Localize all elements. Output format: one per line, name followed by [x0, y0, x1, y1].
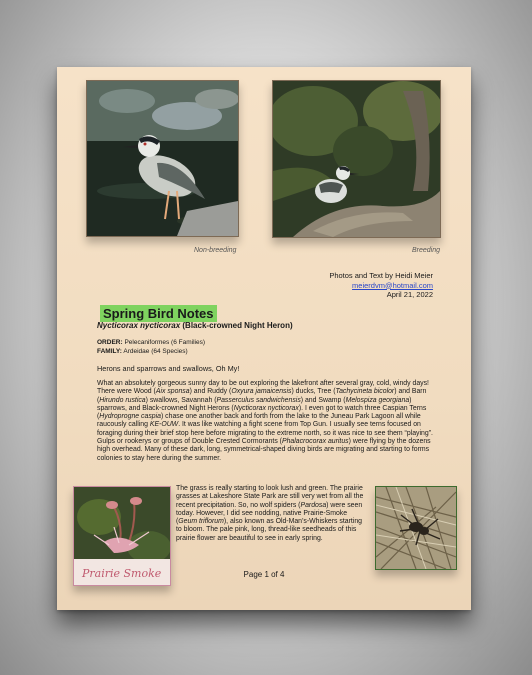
caption-non-breeding: Non-breeding — [194, 247, 237, 254]
text-run: ) were seen today. However, I did see nodding, native Prairie-Smoke ( — [176, 501, 363, 526]
latin-name: Hydroprogne caspia — [99, 413, 161, 421]
wolf-spider-photo — [375, 486, 457, 570]
text-run: . It was like watching a fight scene from Top Gun. I usually see terns focused on foraging during their brief stop here before migrating to the extreme north, so it was nice to see them “playing”. Gulps or rookerys or groups of Double Crested Cormorants ( — [97, 421, 433, 446]
latin-name: Tachycineta bicolor — [335, 388, 395, 396]
prairie-paragraph — [176, 485, 364, 543]
prairie-smoke-label: Prairie Smoke — [82, 567, 162, 580]
family-label: FAMILY: — [97, 347, 122, 355]
document-page — [57, 67, 471, 610]
species-heading — [97, 321, 293, 330]
order-value: Pelecaniformes (6 Families) — [124, 339, 206, 346]
latin-name: Geum triflorum — [178, 518, 224, 526]
credits-date: April 21, 2022 — [386, 290, 433, 299]
main-paragraph — [97, 380, 441, 463]
latin-name: Phalacrocorax auritus — [281, 438, 349, 446]
latin-name: Passerculus sandwichensis — [216, 396, 301, 404]
page-title: Spring Bird Notes — [100, 305, 217, 322]
text-run: ) were flying by the dozens high overhead. Many of these dark, long, symmetrical-shaped diving birds are migrating and starting to forms colonies to stay here during the summer. — [97, 438, 431, 462]
heron-nonbreeding-photo — [86, 80, 239, 237]
order-label: ORDER: — [97, 339, 123, 346]
page-number: Page 1 of 4 — [243, 570, 285, 579]
text-run: ) sparrows, and Black-crowned Night Herons ( — [97, 396, 412, 412]
text-run: ) swallows, Savannah ( — [145, 396, 217, 404]
species-common-name: (Black-crowned Night Heron) — [182, 321, 293, 330]
species-scientific-name: Nycticorax nycticorax — [97, 321, 181, 330]
latin-name: Aix sponsa — [155, 388, 190, 396]
family-value: Ardeidae (64 Species) — [123, 347, 188, 355]
text-run: The grass is really starting to look lush and green. The prairie grasses at Lakeshore State Park are still very wet from all the recent precipitation. So, no wolf spiders ( — [176, 485, 364, 509]
taxonomy-block — [97, 339, 205, 356]
text-run: ). I even got to watch three Caspian Terns ( — [97, 404, 427, 421]
text-run: ), also known as Old-Man’s-Whiskers starting to bloom. The pale pink, long, thread-like seedheads of this prairie flower are beautiful to see in early spring. — [176, 518, 362, 542]
text-run: ) chase one another back and forth from the lake to the Juneau Park Lagoon all while raucously calling — [97, 413, 421, 429]
latin-name: Melospiza georgiana — [345, 396, 410, 404]
latin-name: Nycticorax nycticorax — [233, 404, 299, 412]
latin-name: Hirundo rustica — [99, 396, 146, 404]
credits-block — [329, 271, 433, 300]
text-run: ) and Swamp ( — [300, 396, 346, 404]
caption-breeding: Breeding — [412, 247, 441, 254]
text-run: ) and Barn ( — [97, 388, 427, 404]
text-run: ) ducks, Tree ( — [291, 388, 336, 396]
call-text: KE-OUW — [149, 421, 179, 429]
heron-breeding-photo — [272, 80, 441, 238]
intro-line: Herons and sparrows and swallows, Oh My! — [97, 364, 240, 373]
text-run: What an absolutely gorgeous sunny day to be out exploring the lakefront after several gray, cold, windy days! There were Wood ( — [97, 380, 429, 396]
latin-name: Pardosa — [300, 501, 327, 509]
author-email-link[interactable]: meierdvm@hotmail.com — [352, 280, 433, 290]
latin-name: Oxyura jamaicensis — [231, 388, 292, 396]
text-run: ) and Ruddy ( — [189, 388, 232, 396]
credits-author: Photos and Text by Heidi Meier — [329, 271, 433, 280]
